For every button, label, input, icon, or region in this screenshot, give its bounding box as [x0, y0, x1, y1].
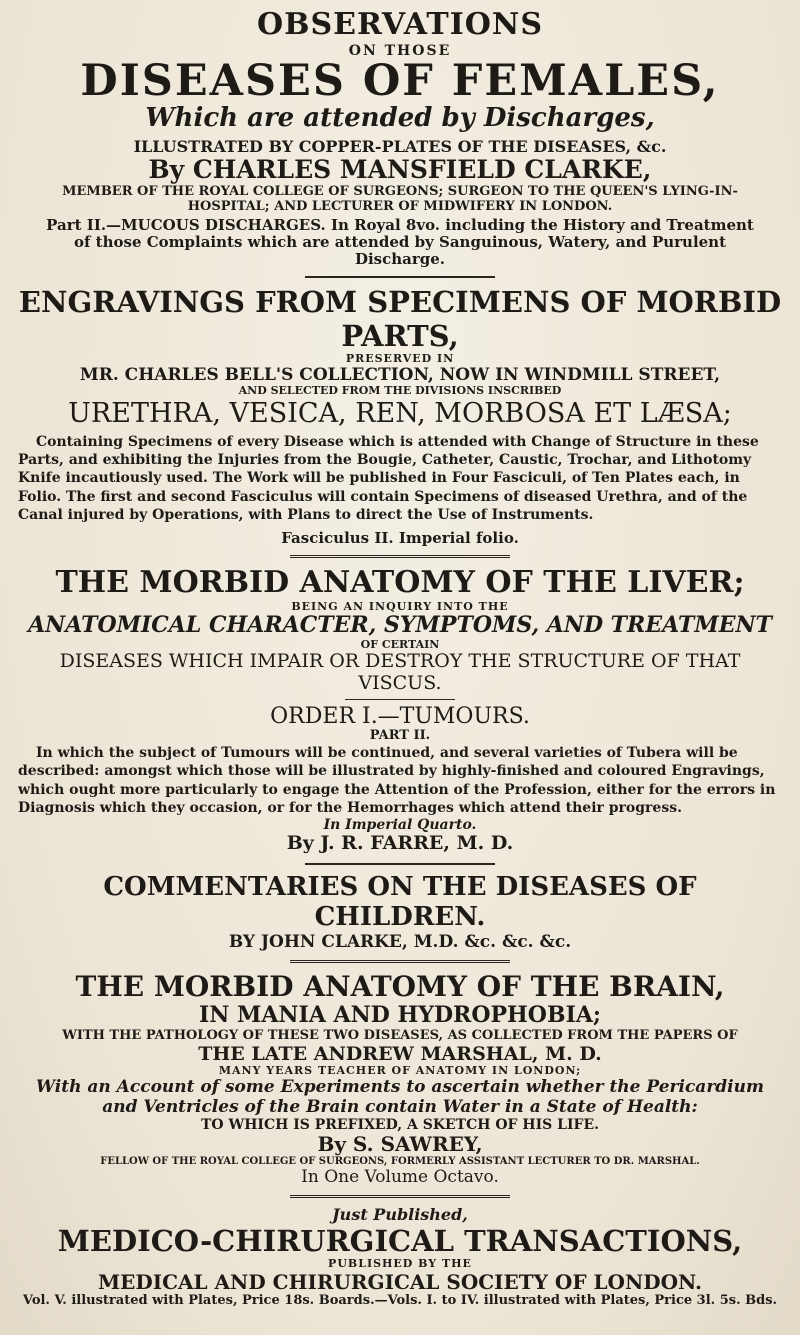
- ad5-title: THE MORBID ANATOMY OF THE BRAIN,: [75, 970, 725, 1004]
- ad3-author: By J. R. FARRE, M. D.: [286, 831, 514, 854]
- ad6-vol: Vol. V. illustrated with Plates, Price 18s. Boards.—Vols. I. to IV. illustrated with Plates, Price 3l. 5s. Bds.: [22, 1292, 778, 1308]
- ad4-author: BY JOHN CLARKE, M.D. &c. &c. &c.: [228, 931, 572, 952]
- ad-brain: [18, 971, 782, 1187]
- ad3-format: In Imperial Quarto.: [323, 816, 477, 833]
- ad-observations: [18, 8, 782, 268]
- ad3-anatomical: ANATOMICAL CHARACTER, SYMPTOMS, AND TREATMENT: [28, 612, 772, 639]
- ad3-being: BEING AN INQUIRY INTO THE: [291, 599, 509, 613]
- ad3-order: ORDER I.—TUMOURS.: [270, 703, 530, 729]
- ad1-author: By CHARLES MANSFIELD CLARKE,: [148, 155, 652, 185]
- ad5-format: In One Volume Octavo.: [301, 1166, 499, 1187]
- ad1-title: DISEASES OF FEMALES,: [80, 55, 720, 106]
- ad2-preserved: PRESERVED IN: [345, 352, 455, 366]
- ad1-subtitle: Which are attended by Discharges,: [145, 102, 655, 133]
- ad1-part: Part II.—MUCOUS DISCHARGES. In Royal 8vo. including the History and Treatment of those Complaints which are attended by Sanguinous, Watery, and Purulent Discharge.: [46, 215, 754, 269]
- ad5-prefixed: TO WHICH IS PREFIXED, A SKETCH OF HIS LIFE.: [200, 1117, 599, 1134]
- divider: [290, 1195, 510, 1198]
- ad3-of-certain: OF CERTAIN: [360, 637, 440, 651]
- ad-children: [18, 873, 782, 952]
- ad2-title: ENGRAVINGS FROM SPECIMENS OF MORBID PARTS,: [18, 285, 782, 353]
- ad3-title: THE MORBID ANATOMY OF THE LIVER;: [55, 565, 745, 601]
- ad-engravings: [18, 286, 782, 547]
- ad1-member: MEMBER OF THE ROYAL COLLEGE OF SURGEONS; SURGEON TO THE QUEEN'S LYING-IN-HOSPITAL; AND LECTURER OF MIDWIFERY IN LONDON.: [62, 183, 738, 214]
- ad1-on-those: ON THOSE: [348, 42, 452, 59]
- ad6-just: Just Published,: [332, 1205, 468, 1225]
- divider: [305, 276, 495, 278]
- ad5-with: WITH THE PATHOLOGY OF THESE TWO DISEASES, AS COLLECTED FROM THE PAPERS OF: [62, 1027, 738, 1043]
- ad3-diseases: DISEASES WHICH IMPAIR OR DESTROY THE STRUCTURE OF THAT VISCUS.: [59, 650, 741, 695]
- divider: [345, 699, 455, 700]
- ad2-body: Containing Specimens of every Disease which is attended with Change of Structure in these Parts, and exhibiting the Injuries from the Bougie, Catheter, Caustic, Trochar, and Lithotomy Knife incautiously used. The Work will be published in Four Fasciculi, of Ten Plates each, in Folio. The first and second Fasciculus will contain Specimens of diseased Urethra, and of the Canal injured by Operations, with Plans to direct the Use of Instruments.: [18, 433, 759, 523]
- ad-transactions: [18, 1206, 782, 1308]
- divider: [290, 960, 510, 963]
- ad2-selected: AND SELECTED FROM THE DIVISIONS INSCRIBED: [238, 384, 562, 398]
- ad1-illustrated: ILLUSTRATED BY COPPER-PLATES OF THE DISEASES, &c.: [133, 136, 667, 156]
- ad1-observations: OBSERVATIONS: [256, 7, 544, 42]
- ad2-urethra: URETHRA, VESICA, REN, MORBOSA ET LÆSA;: [68, 397, 732, 429]
- ad4-title: COMMENTARIES ON THE DISEASES OF CHILDREN.: [103, 871, 697, 932]
- ad6-published: PUBLISHED BY THE: [328, 1257, 472, 1271]
- divider: [290, 555, 510, 558]
- ad2-fasciculus: Fasciculus II. Imperial folio.: [281, 528, 519, 547]
- ad-liver: [18, 566, 782, 855]
- ad5-account: With an Account of some Experiments to ascertain whether the Pericardium and Ventricles of the Brain contain Water in a State of Health:: [36, 1077, 764, 1117]
- ad5-late: THE LATE ANDREW MARSHAL, M. D.: [198, 1042, 602, 1065]
- ad2-collection: MR. CHARLES BELL'S COLLECTION, NOW IN WINDMILL STREET,: [79, 364, 721, 385]
- ad3-part: PART II.: [369, 728, 431, 744]
- divider: [305, 863, 495, 865]
- ad5-author: By S. SAWREY,: [317, 1132, 483, 1157]
- ad6-title: MEDICO-CHIRURGICAL TRANSACTIONS,: [57, 1223, 743, 1258]
- ad6-society: MEDICAL AND CHIRURGICAL SOCIETY OF LONDON.: [98, 1269, 702, 1294]
- ad5-sub: IN MANIA AND HYDROPHOBIA;: [198, 1002, 602, 1029]
- ad5-many: MANY YEARS TEACHER OF ANATOMY IN LONDON;: [218, 1064, 582, 1078]
- ad3-body: In which the subject of Tumours will be continued, and several varieties of Tubera will be described: amongst which those will be illustrated by highly-finished and coloured Engravings, which ought more particularly to engage the Attention of the Profession, either for the errors in Diagnosis which they occasion, or for the Hemorrhages which attend their progress.: [18, 745, 776, 816]
- ad5-fellow: FELLOW OF THE ROYAL COLLEGE OF SURGEONS, FORMERLY ASSISTANT LECTURER TO DR. MARSHAL.: [100, 1156, 700, 1168]
